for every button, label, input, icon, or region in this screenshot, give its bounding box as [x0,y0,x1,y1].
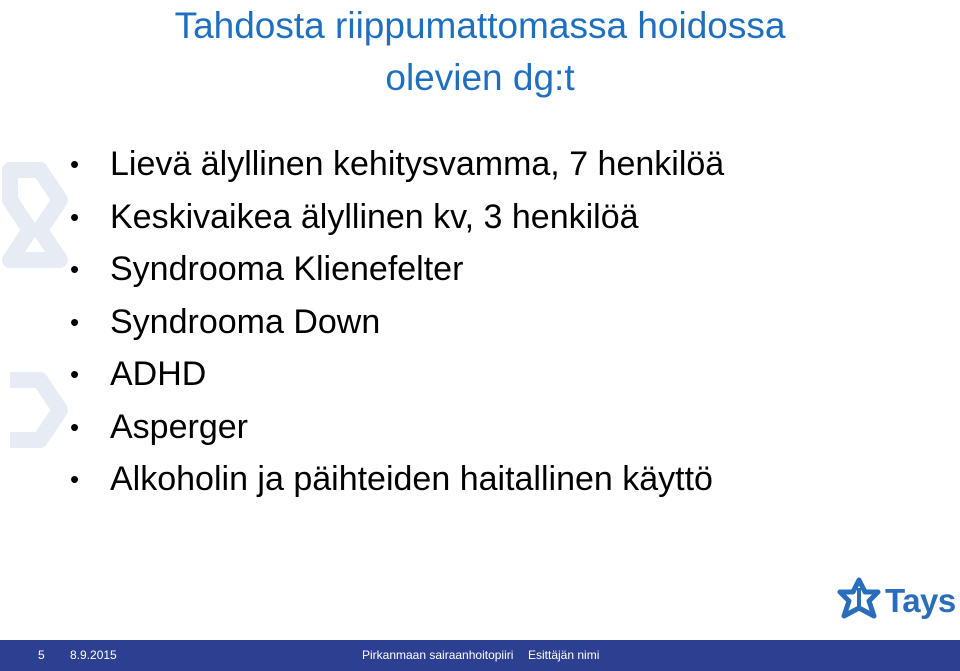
bullet-marker: • [70,201,80,232]
bullet-text: Alkoholin ja päihteiden haitallinen käyttö [110,460,713,498]
slide-title-line-2: olevien dg:t [385,57,575,98]
bullet-item [70,453,724,506]
bullet-text: Syndrooma Klienefelter [110,250,464,288]
footer-date: 8.9.2015 [70,648,117,662]
bullet-text: Asperger [110,407,248,446]
bullet-item [70,138,724,191]
bullet-text: Lievä älyllinen kehitysvamma, 7 henkilöä [110,145,725,183]
slide-title-line-1: Tahdosta riippumattomassa hoidossa [174,5,786,46]
bullet-marker: • [70,306,80,337]
bullet-text: ADHD [110,355,207,393]
bullet-item [70,348,724,401]
bullet-list [70,138,724,506]
footer-presenter: Esittäjän nimi [528,648,600,662]
bullet-item [70,191,724,244]
footer-bar [0,640,960,671]
bullet-marker: • [70,254,80,284]
bullet-item [70,401,724,454]
bullet-item [70,296,724,349]
bullet-marker: • [70,411,80,442]
watermark-decoration [0,160,70,460]
bullet-text: Syndrooma Down [110,302,381,341]
bullet-marker: • [70,149,80,179]
bullet-marker: • [70,464,80,494]
page-number: 5 [38,648,45,662]
tays-star-of-life-icon [836,576,882,622]
footer-organization: Pirkanmaan sairaanhoitopiiri [362,648,514,662]
bullet-text: Keskivaikea älyllinen kv, 3 henkilöä [110,197,639,236]
slide-title [40,0,920,104]
bullet-item [70,243,724,296]
bullet-marker: • [70,359,80,389]
tays-logo-text: Tays [885,582,956,619]
